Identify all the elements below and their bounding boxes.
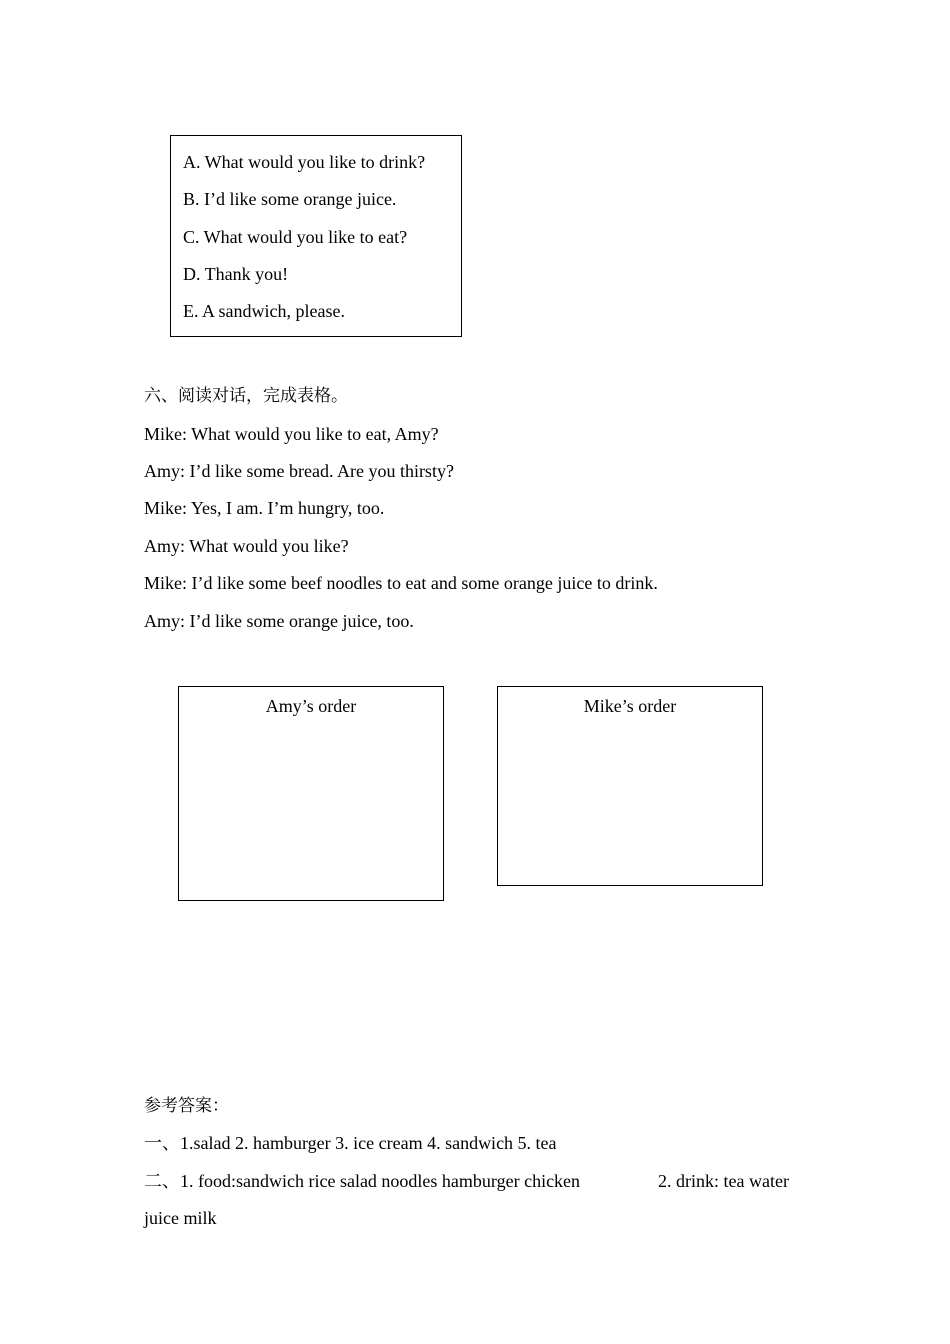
dialogue-line-1: Mike: What would you like to eat, Amy? xyxy=(144,424,439,444)
option-d: D. Thank you! xyxy=(183,264,289,284)
dialogue-line-5: Mike: I’d like some beef noodles to eat and some orange juice to drink. xyxy=(144,573,658,593)
mike-order-title: Mike’s order xyxy=(583,696,677,716)
option-e: E. A sandwich, please. xyxy=(183,301,345,321)
answers-heading: 参考答案： xyxy=(144,1096,229,1116)
option-c: C. What would you like to eat? xyxy=(183,227,408,247)
amy-order-title: Amy’s order xyxy=(265,696,357,716)
dialogue-line-4: Amy: What would you like? xyxy=(144,536,349,556)
option-b: B. I’d like some orange juice. xyxy=(183,189,397,209)
answer-line-2b: 2. drink: tea water xyxy=(658,1171,789,1191)
section6-heading: 六、阅读对话，完成表格。 xyxy=(144,386,348,406)
dialogue-line-2: Amy: I’d like some bread. Are you thirsty? xyxy=(144,461,454,481)
answer-line-3: juice milk xyxy=(144,1208,217,1228)
answer-line-1: 一、1.salad 2. hamburger 3. ice cream 4. sandwich 5. tea xyxy=(144,1133,557,1153)
dialogue-line-6: Amy: I’d like some orange juice, too. xyxy=(144,611,414,631)
mike-order-box xyxy=(497,686,763,886)
option-a: A. What would you like to drink? xyxy=(183,152,426,172)
dialogue-line-3: Mike: Yes, I am. I’m hungry, too. xyxy=(144,498,385,518)
answer-line-2a: 二、1. food:sandwich rice salad noodles hamburger chicken xyxy=(144,1171,581,1191)
amy-order-box xyxy=(178,686,444,901)
